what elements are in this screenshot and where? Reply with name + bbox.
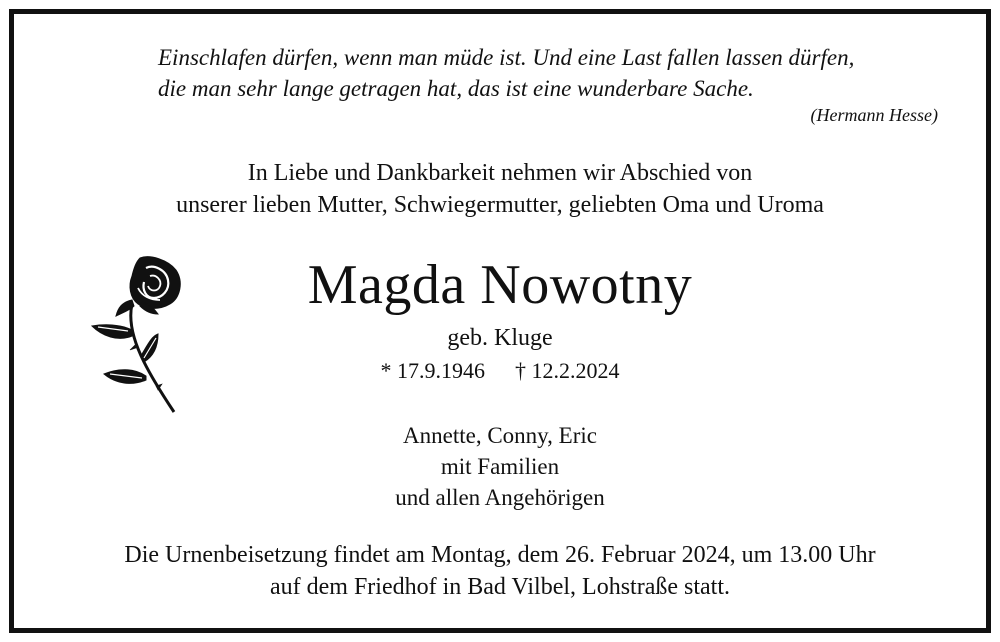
intro-line-1: In Liebe und Dankbarkeit nehmen wir Abschied von bbox=[247, 160, 753, 186]
deceased-name: Magda Nowotny bbox=[307, 254, 693, 316]
funeral-line-1: Die Urnenbeisetzung findet am Montag, dem 26. Februar 2024, um 13.00 Uhr bbox=[124, 542, 876, 568]
intro-text bbox=[0, 157, 1000, 221]
funeral-line-2: auf dem Friedhof in Bad Vilbel, Lohstraße statt. bbox=[269, 574, 731, 600]
life-dates bbox=[0, 356, 1000, 386]
quote-block bbox=[158, 42, 938, 126]
mourners-line-2: mit Familien bbox=[440, 454, 560, 479]
quote-author: (Hermann Hesse) bbox=[810, 105, 938, 125]
quote-line-1: Einschlafen dürfen, wenn man müde ist. Und eine Last fallen lassen dürfen, bbox=[158, 45, 855, 70]
birth-name: geb. Kluge bbox=[447, 325, 553, 351]
quote-line-2: die man sehr lange getragen hat, das ist eine wunderbare Sache. bbox=[158, 76, 754, 101]
mourners-line-3: und allen Angehörigen bbox=[395, 485, 605, 510]
mourners-line-1: Annette, Conny, Eric bbox=[403, 423, 597, 448]
mourners-block bbox=[0, 420, 1000, 513]
birth-date: * 17.9.1946 bbox=[380, 358, 485, 383]
death-date: † 12.2.2024 bbox=[515, 358, 620, 383]
intro-line-2: unserer lieben Mutter, Schwiegermutter, geliebten Oma und Uroma bbox=[176, 192, 824, 218]
funeral-info bbox=[0, 539, 1000, 603]
